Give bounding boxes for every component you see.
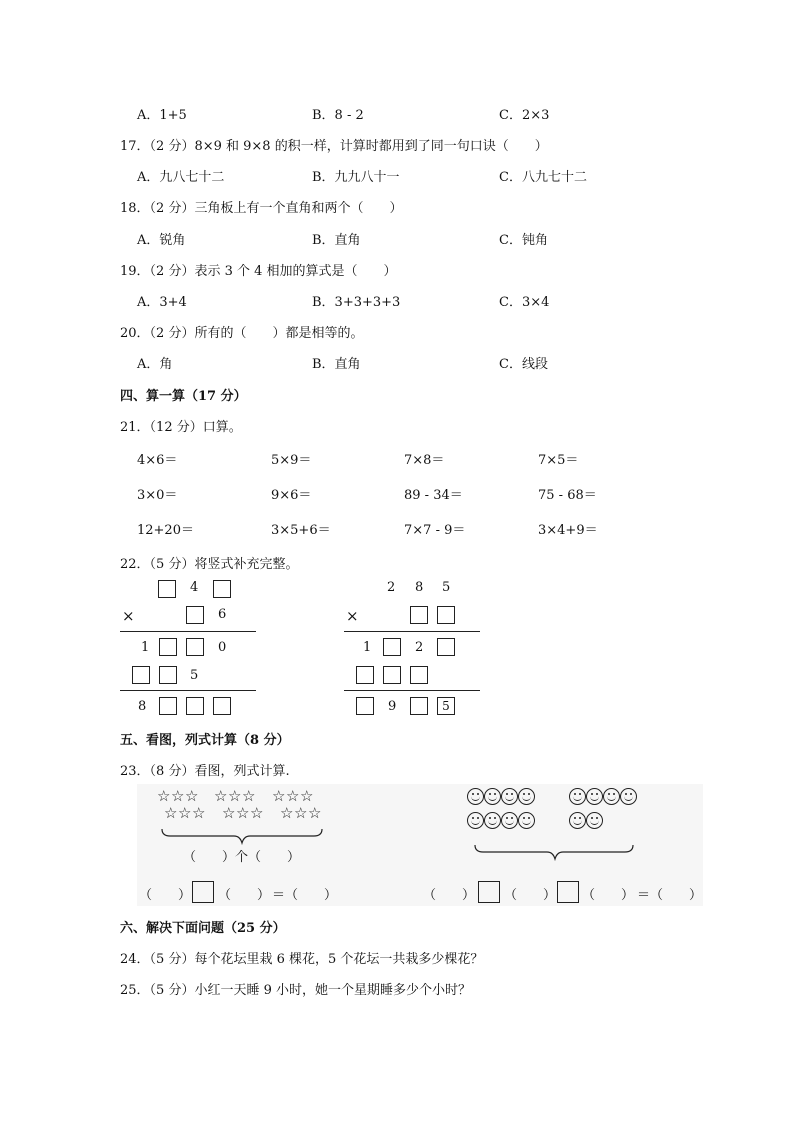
answer-box[interactable]	[213, 580, 231, 598]
operator-box[interactable]	[478, 881, 500, 903]
q21-item: 75 - 68＝	[538, 488, 597, 503]
star-icon: ☆	[164, 804, 178, 822]
q22-stem: 22．（5 分）将竖式补充完整。	[120, 557, 299, 572]
answer-box[interactable]	[186, 697, 204, 715]
left-brace-label: （ ）个（ ）	[183, 850, 301, 865]
answer-box[interactable]	[383, 666, 401, 684]
q17-option-b: B．九九八十一	[312, 170, 400, 185]
right-brace	[473, 843, 636, 861]
q18-stem: 18．（2 分）三角板上有一个直角和两个（ ）	[120, 201, 403, 216]
star-icon: ☆	[250, 804, 264, 822]
q21-item: 89 - 34＝	[404, 488, 463, 503]
smiley-icon	[467, 812, 484, 829]
section-6-heading: 六、解决下面问题（25 分）	[120, 921, 286, 936]
digit: 5	[190, 668, 199, 683]
digit: 6	[218, 607, 227, 622]
eq-blank[interactable]: （ ）	[582, 888, 635, 903]
smiley-icon	[518, 788, 535, 805]
smiley-icon	[484, 812, 501, 829]
smiley-icon	[501, 788, 518, 805]
smiley-icon	[569, 812, 586, 829]
q21-item: 9×6＝	[271, 488, 312, 503]
q25-text: 25．（5 分）小红一天睡 9 小时，她一个星期睡多少个小时？	[120, 983, 471, 998]
q21-item: 7×7 - 9＝	[404, 523, 466, 538]
q19-option-c: C．3×4	[499, 295, 550, 310]
q16-option-b: B．8 - 2	[312, 108, 364, 123]
times-sign: ×	[122, 607, 135, 625]
q21-item: 5×9＝	[271, 453, 312, 468]
digit: 8	[415, 580, 424, 595]
smiley-icon	[518, 812, 535, 829]
rule-line	[344, 631, 480, 632]
digit: 8	[138, 699, 147, 714]
q20-option-b: B．直角	[312, 357, 361, 372]
answer-box[interactable]	[383, 638, 401, 656]
answer-box[interactable]	[410, 606, 428, 624]
star-icon: ☆	[228, 787, 242, 805]
digit: 1	[141, 640, 150, 655]
q24-text: 24．（5 分）每个花坛里栽 6 棵花，5 个花坛一共栽多少棵花？	[120, 952, 484, 967]
star-icon: ☆	[192, 804, 206, 822]
q17-option-a: A．九八七十二	[137, 170, 225, 185]
star-icon: ☆	[308, 804, 322, 822]
star-icon: ☆	[294, 804, 308, 822]
filled-box: 5	[437, 697, 455, 715]
answer-box[interactable]	[410, 666, 428, 684]
eq-blank[interactable]: （ ）	[218, 888, 271, 903]
answer-box[interactable]	[437, 638, 455, 656]
smiley-icon	[586, 812, 603, 829]
star-icon: ☆	[286, 787, 300, 805]
times-sign: ×	[346, 607, 359, 625]
answer-box[interactable]	[186, 638, 204, 656]
answer-box[interactable]	[410, 697, 428, 715]
q18-option-c: C．钝角	[499, 233, 548, 248]
answer-box[interactable]	[159, 638, 177, 656]
q18-option-a: A．锐角	[137, 233, 186, 248]
q20-stem: 20．（2 分）所有的（ ）都是相等的。	[120, 326, 364, 341]
eq-result[interactable]: ＝（ ）	[272, 888, 338, 903]
digit: 2	[387, 580, 396, 595]
star-icon: ☆	[242, 787, 256, 805]
star-icon: ☆	[214, 787, 228, 805]
q19-option-b: B．3+3+3+3	[312, 295, 401, 310]
star-icon: ☆	[236, 804, 250, 822]
digit: 4	[190, 580, 199, 595]
answer-box[interactable]	[356, 666, 374, 684]
star-icon: ☆	[157, 787, 171, 805]
smiley-icon	[501, 812, 518, 829]
digit: 9	[388, 699, 397, 714]
q16-option-a: A．1+5	[137, 108, 187, 123]
left-brace	[160, 827, 325, 845]
smiley-icon	[467, 788, 484, 805]
smiley-icon	[603, 788, 620, 805]
star-icon: ☆	[280, 804, 294, 822]
star-icon: ☆	[222, 804, 236, 822]
q19-stem: 19．（2 分）表示 3 个 4 相加的算式是（ ）	[120, 264, 397, 279]
digit: 1	[363, 640, 372, 655]
smiley-icon	[620, 788, 637, 805]
star-icon: ☆	[171, 787, 185, 805]
star-icon: ☆	[178, 804, 192, 822]
answer-box[interactable]	[159, 697, 177, 715]
answer-box[interactable]	[213, 697, 231, 715]
eq-result[interactable]: ＝（ ）	[637, 888, 703, 903]
digit: 2	[415, 640, 424, 655]
q21-item: 4×6＝	[137, 453, 178, 468]
q20-option-a: A．角	[137, 357, 173, 372]
q21-item: 3×4+9＝	[538, 523, 598, 538]
star-icon: ☆	[185, 787, 199, 805]
q21-item: 12+20＝	[137, 523, 194, 538]
q21-item: 3×0＝	[137, 488, 178, 503]
q17-option-c: C．八九七十二	[499, 170, 587, 185]
rule-line	[120, 631, 256, 632]
eq-blank[interactable]: （ ）	[139, 888, 192, 903]
digit: 5	[442, 580, 451, 595]
q17-stem: 17．（2 分）8×9 和 9×8 的积一样，计算时都用到了同一句口诀（ ）	[120, 139, 548, 154]
smiley-icon	[484, 788, 501, 805]
rule-line	[120, 690, 256, 691]
digit: 0	[218, 640, 227, 655]
answer-box[interactable]	[158, 580, 176, 598]
q18-option-b: B．直角	[312, 233, 361, 248]
q19-option-a: A．3+4	[137, 295, 187, 310]
star-icon: ☆	[300, 787, 314, 805]
answer-box[interactable]	[186, 606, 204, 624]
eq-blank[interactable]: （ ）	[504, 888, 557, 903]
q23-stem: 23．（8 分）看图，列式计算.	[120, 764, 290, 779]
q16-option-c: C．2×3	[499, 108, 550, 123]
operator-box[interactable]	[192, 881, 214, 903]
q21-stem: 21．（12 分）口算。	[120, 420, 242, 435]
q21-item: 7×5＝	[538, 453, 579, 468]
eq-blank[interactable]: （ ）	[423, 888, 476, 903]
q21-item: 7×8＝	[404, 453, 445, 468]
answer-box[interactable]	[356, 697, 374, 715]
q21-item: 3×5+6＝	[271, 523, 331, 538]
operator-box[interactable]	[557, 881, 579, 903]
q20-option-c: C．线段	[499, 357, 548, 372]
answer-box[interactable]	[437, 606, 455, 624]
answer-box[interactable]	[132, 666, 150, 684]
answer-box[interactable]	[159, 666, 177, 684]
smiley-icon	[569, 788, 586, 805]
section-4-heading: 四、算一算（17 分）	[120, 389, 247, 404]
star-icon: ☆	[272, 787, 286, 805]
section-5-heading: 五、看图，列式计算（8 分）	[120, 733, 290, 748]
smiley-icon	[586, 788, 603, 805]
rule-line	[344, 690, 480, 691]
